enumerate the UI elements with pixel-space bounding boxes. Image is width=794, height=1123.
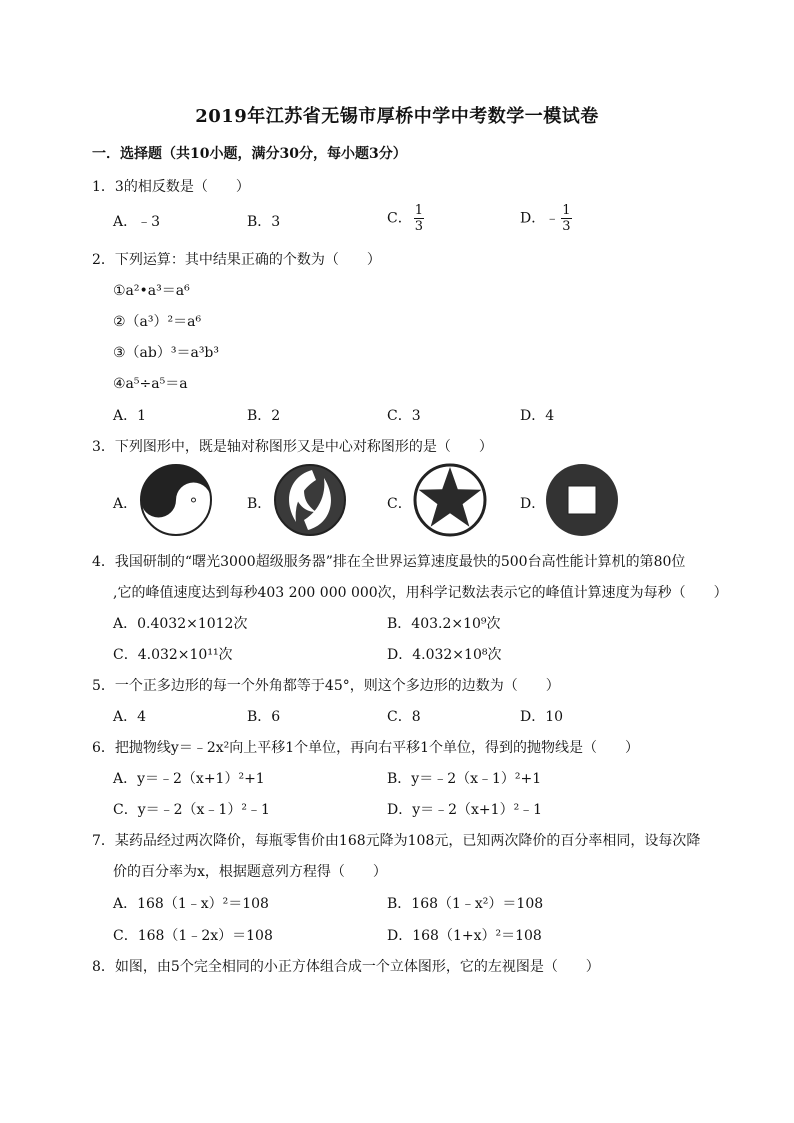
q1-option-d (520, 203, 572, 234)
q1-option-c (387, 203, 424, 234)
q1-option-b: B．3 (247, 214, 281, 230)
yin-yang-icon (138, 462, 214, 538)
square-in-circle-icon (544, 462, 620, 538)
q2-option-b: B．2 (247, 408, 281, 424)
question-6-stem: 6．把抛物线y＝﹣2x²向上平移1个单位，再向右平移1个单位，得到的抛物线是（ ） (92, 740, 640, 756)
q5-option-b: B．6 (247, 709, 281, 725)
q3-option-c: C． (387, 496, 412, 512)
q6-option-d: D．y＝﹣2（x+1）²﹣1 (387, 802, 543, 818)
q6-option-c: C．y＝﹣2（x﹣1）²﹣1 (113, 802, 270, 818)
q2-item-1: ①a²•a³＝a⁶ (113, 283, 190, 299)
q1-option-d-label: D．﹣ (520, 210, 560, 227)
question-2-stem: 2．下列运算：其中结果正确的个数为（ ） (92, 252, 381, 268)
q5-option-d: D．10 (520, 709, 564, 725)
q6-option-a: A．y＝﹣2（x+1）²+1 (113, 771, 265, 787)
q6-option-b: B．y＝﹣2（x﹣1）²+1 (387, 771, 542, 787)
q7-option-c: C．168（1﹣2x）＝108 (113, 928, 273, 944)
q4-option-d: D．4.032×10⁸次 (387, 647, 502, 663)
q7-option-d: D．168（1+x）²＝108 (387, 928, 542, 944)
q1-option-a: A．﹣3 (113, 214, 161, 230)
question-4-stem-cont: ,它的峰值速度达到每秒403 200 000 000次，用科学记数法表示它的峰值计算速度为每秒（ ） (113, 585, 728, 601)
question-4-stem: 4．我国研制的“曙光3000超级服务器”排在全世界运算速度最快的500台高性能计算机的第80位 (92, 554, 686, 570)
q5-option-a: A．4 (113, 709, 147, 725)
question-7-stem-cont: 价的百分率为x，根据题意列方程得（ ） (113, 864, 387, 880)
q7-option-a: A．168（1﹣x）²＝108 (113, 896, 269, 912)
q2-option-d: D．4 (520, 408, 555, 424)
q4-option-a: A．0.4032×1012次 (113, 616, 248, 632)
page-title: 2019年江苏省无锡市厚桥中学中考数学一模试卷 (195, 106, 599, 127)
q2-item-4: ④a⁵÷a⁵＝a (113, 376, 188, 392)
fraction: $\frac{1}{3}$ (414, 203, 423, 234)
q3-option-b: B． (247, 496, 272, 512)
swirl-icon (272, 462, 348, 538)
section-heading: 一．选择题（共10小题，满分30分，每小题3分） (92, 146, 407, 162)
question-5-stem: 5．一个正多边形的每一个外角都等于45°，则这个多边形的边数为（ ） (92, 678, 560, 694)
star-in-circle-icon (412, 462, 488, 538)
question-8-stem: 8．如图，由5个完全相同的小正方体组合成一个立体图形，它的左视图是（ ） (92, 959, 600, 975)
q2-option-a: A．1 (113, 408, 147, 424)
q3-option-d: D． (520, 496, 546, 512)
question-1-stem: 1．3的相反数是（ ） (92, 179, 250, 195)
question-3-stem: 3．下列图形中，既是轴对称图形又是中心对称图形的是（ ） (92, 439, 493, 455)
q2-item-3: ③（ab）³＝a³b³ (113, 345, 220, 361)
q4-option-b: B．403.2×10⁹次 (387, 616, 501, 632)
q4-option-c: C．4.032×10¹¹次 (113, 647, 233, 663)
q2-item-2: ②（a³）²＝a⁶ (113, 314, 202, 330)
q7-option-b: B．168（1﹣x²）＝108 (387, 896, 544, 912)
q5-option-c: C．8 (387, 709, 421, 725)
q1-option-c-label: C． (387, 210, 412, 227)
q3-option-a: A． (113, 496, 138, 512)
fraction: $\frac{1}{3}$ (562, 203, 571, 234)
question-7-stem: 7．某药品经过两次降价，每瓶零售价由168元降为108元，已知两次降价的百分率相同，设每次降 (92, 833, 701, 849)
q2-option-c: C．3 (387, 408, 421, 424)
